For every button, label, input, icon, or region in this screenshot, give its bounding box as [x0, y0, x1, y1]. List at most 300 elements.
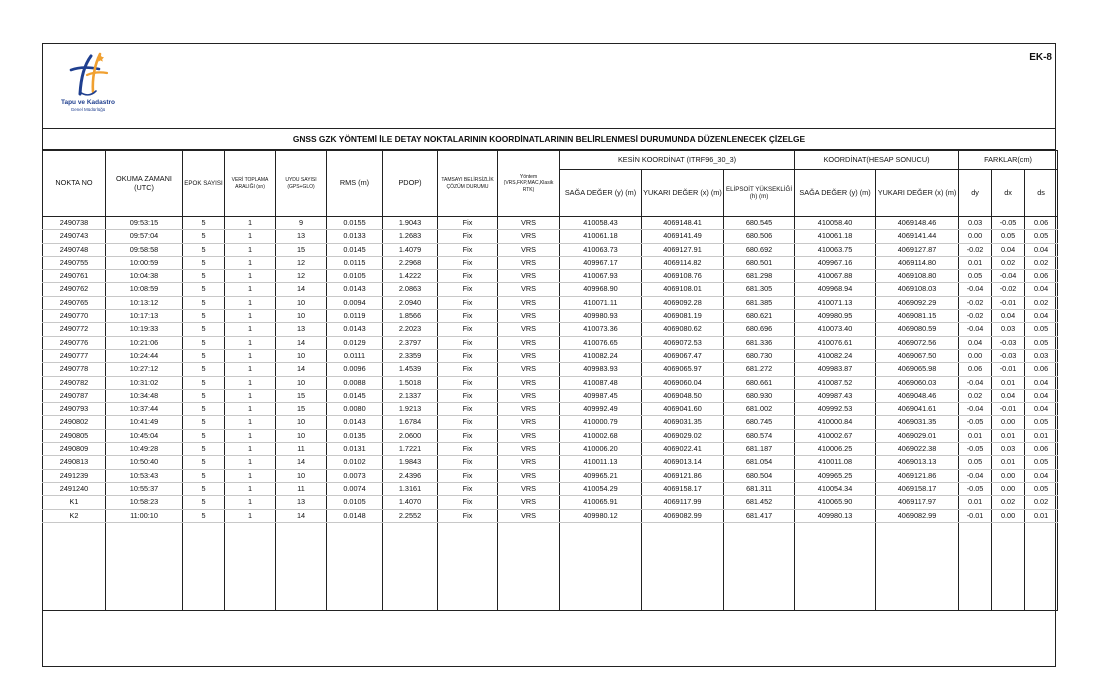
table-cell: 410063.73 [560, 243, 642, 256]
table-cell: 4069065.98 [876, 363, 959, 376]
table-cell: 4069121.86 [876, 469, 959, 482]
table-row [43, 416, 1058, 429]
table-cell: Fix [438, 469, 498, 482]
table-cell: 10:55:37 [106, 482, 183, 495]
table-cell: 5 [183, 403, 225, 416]
table-cell: K1 [43, 496, 106, 509]
table-cell: 0.0135 [327, 429, 383, 442]
table-cell: -0.04 [959, 403, 992, 416]
table-cell: 0.0074 [327, 482, 383, 495]
table-cell: 5 [183, 416, 225, 429]
table-cell: 0.06 [1025, 363, 1058, 376]
table-cell: -0.02 [992, 283, 1025, 296]
table-cell: 4069022.41 [642, 443, 724, 456]
table-cell: 2490776 [43, 336, 106, 349]
table-cell: 5 [183, 389, 225, 402]
table-cell: 410058.40 [795, 217, 876, 230]
table-cell: 13 [276, 230, 327, 243]
table-cell: 4069029.02 [642, 429, 724, 442]
table-cell: 0.0080 [327, 403, 383, 416]
table-cell: 409980.12 [560, 509, 642, 522]
table-cell: 2490809 [43, 443, 106, 456]
table-cell: 410087.48 [560, 376, 642, 389]
table-cell: 4069141.44 [876, 230, 959, 243]
table-cell: 0.05 [1025, 230, 1058, 243]
table-cell: 0.0145 [327, 243, 383, 256]
table-cell: 681.002 [724, 403, 795, 416]
table-row [43, 429, 1058, 442]
table-cell: Fix [438, 389, 498, 402]
logo-name: Tapu ve Kadastro [60, 99, 116, 106]
table-row [43, 509, 1058, 522]
table-cell: 410011.08 [795, 456, 876, 469]
table-row [43, 363, 1058, 376]
table-cell: 5 [183, 363, 225, 376]
table-cell: 1 [225, 509, 276, 522]
table-cell: -0.01 [992, 403, 1025, 416]
table-cell: 409980.95 [795, 310, 876, 323]
table-cell: 410067.93 [560, 270, 642, 283]
table-cell: 0.04 [992, 389, 1025, 402]
table-cell: 0.0105 [327, 270, 383, 283]
table-cell: 1.6784 [383, 416, 438, 429]
table-cell: 0.06 [1025, 217, 1058, 230]
table-cell: 4069013.13 [876, 456, 959, 469]
table-cell: 4069041.61 [876, 403, 959, 416]
table-cell: 5 [183, 296, 225, 309]
table-cell: 409965.21 [560, 469, 642, 482]
table-cell: 2490782 [43, 376, 106, 389]
table-cell: 409983.87 [795, 363, 876, 376]
table-cell: VRS [498, 403, 560, 416]
header-tamsayi: TAMSAYI BELİRSİZLİK ÇÖZÜM DURUMU [438, 151, 498, 217]
table-row [43, 349, 1058, 362]
table-cell: 4069117.97 [876, 496, 959, 509]
table-cell: Fix [438, 217, 498, 230]
table-cell: 4069158.17 [876, 482, 959, 495]
table-cell: 4069081.19 [642, 310, 724, 323]
table-cell: Fix [438, 456, 498, 469]
table-cell: 4069031.35 [642, 416, 724, 429]
table-cell: 4069065.97 [642, 363, 724, 376]
table-row [43, 230, 1058, 243]
table-row [43, 389, 1058, 402]
annex-label: EK-8 [1029, 52, 1052, 63]
table-cell: Fix [438, 256, 498, 269]
table-cell: Fix [438, 376, 498, 389]
table-cell: 2490777 [43, 349, 106, 362]
table-cell: 0.04 [1025, 283, 1058, 296]
table-cell: 0.01 [1025, 429, 1058, 442]
table-cell: -0.04 [959, 469, 992, 482]
table-cell: 4069082.99 [876, 509, 959, 522]
table-cell: Fix [438, 336, 498, 349]
table-cell: Fix [438, 363, 498, 376]
table-cell: 410002.68 [560, 429, 642, 442]
table-cell: VRS [498, 363, 560, 376]
table-cell: 680.696 [724, 323, 795, 336]
table-cell: 0.0143 [327, 283, 383, 296]
table-row [43, 496, 1058, 509]
table-cell: 681.305 [724, 283, 795, 296]
table-cell: 0.0131 [327, 443, 383, 456]
table-cell: 410006.20 [560, 443, 642, 456]
table-cell: 09:53:15 [106, 217, 183, 230]
table-cell: 0.02 [959, 389, 992, 402]
table-cell: 1 [225, 403, 276, 416]
table-cell: 12 [276, 270, 327, 283]
header-hesap-saga: SAĞA DEĞER (y) (m) [795, 170, 876, 217]
table-cell: 0.04 [1025, 389, 1058, 402]
table-cell: 0.02 [1025, 296, 1058, 309]
form-title: GNSS GZK YÖNTEMİ İLE DETAY NOKTALARININ KOORDİNATLARININ BELİRLENMESİ DURUMUNDA DÜZENLENECEK ÇİZELGE [43, 129, 1055, 150]
table-cell: 4069114.82 [642, 256, 724, 269]
table-cell: Fix [438, 416, 498, 429]
table-cell: Fix [438, 270, 498, 283]
table-cell: 1 [225, 296, 276, 309]
table-cell: Fix [438, 509, 498, 522]
table-cell: 0.0145 [327, 389, 383, 402]
table-cell: 11:00:10 [106, 509, 183, 522]
tkgm-logo [53, 52, 123, 116]
table-cell: 4069148.46 [876, 217, 959, 230]
table-cell: 2490787 [43, 389, 106, 402]
table-cell: 0.03 [992, 443, 1025, 456]
table-cell: 0.04 [1025, 469, 1058, 482]
table-cell: 0.02 [1025, 496, 1058, 509]
header-epok-sayisi: EPOK SAYISI [183, 151, 225, 217]
table-cell: 680.574 [724, 429, 795, 442]
table-cell: 0.0148 [327, 509, 383, 522]
table-cell: 0.01 [959, 429, 992, 442]
table-cell: 1 [225, 270, 276, 283]
table-cell: 409987.43 [795, 389, 876, 402]
table-cell: 0.0119 [327, 310, 383, 323]
table-cell: 4069108.80 [876, 270, 959, 283]
table-cell: 409965.25 [795, 469, 876, 482]
table-cell: 2490761 [43, 270, 106, 283]
table-cell: VRS [498, 509, 560, 522]
table-cell: 10:27:12 [106, 363, 183, 376]
table-cell: VRS [498, 469, 560, 482]
table-cell: 4069072.56 [876, 336, 959, 349]
table-cell: 2.0863 [383, 283, 438, 296]
table-cell: 5 [183, 496, 225, 509]
header-koordinat-hesap: KOORDİNAT(HESAP SONUCU) [795, 151, 959, 170]
table-cell: 10:04:38 [106, 270, 183, 283]
table-row [43, 256, 1058, 269]
form-header [43, 44, 1055, 129]
table-cell: 14 [276, 363, 327, 376]
table-cell: 1 [225, 482, 276, 495]
table-cell: 10:49:28 [106, 443, 183, 456]
table-cell: 680.745 [724, 416, 795, 429]
table-cell: Fix [438, 310, 498, 323]
table-cell: 10:45:04 [106, 429, 183, 442]
table-cell: VRS [498, 323, 560, 336]
table-cell: 5 [183, 509, 225, 522]
table-cell: 10:24:44 [106, 349, 183, 362]
table-cell: 0.05 [959, 270, 992, 283]
table-cell: 10 [276, 469, 327, 482]
table-cell: 0.02 [992, 256, 1025, 269]
table-cell: 681.272 [724, 363, 795, 376]
table-cell: 2.0940 [383, 296, 438, 309]
table-cell: 4069072.53 [642, 336, 724, 349]
header-kesin-koordinat: KESİN KOORDİNAT (ITRF96_30_3) [560, 151, 795, 170]
table-cell: 4069092.28 [642, 296, 724, 309]
table-cell: 4069108.76 [642, 270, 724, 283]
table-cell: -0.01 [992, 296, 1025, 309]
table-cell: 409983.93 [560, 363, 642, 376]
table-cell: 5 [183, 310, 225, 323]
table-cell: 4069060.04 [642, 376, 724, 389]
table-cell: 681.385 [724, 296, 795, 309]
table-cell: VRS [498, 443, 560, 456]
table-cell: 1 [225, 336, 276, 349]
table-cell: 0.04 [1025, 403, 1058, 416]
table-cell: 4069082.99 [642, 509, 724, 522]
table-row [43, 469, 1058, 482]
table-cell: VRS [498, 310, 560, 323]
table-cell: -0.04 [959, 283, 992, 296]
table-cell: 0.0115 [327, 256, 383, 269]
table-cell: 4069114.80 [876, 256, 959, 269]
table-cell: 10:37:44 [106, 403, 183, 416]
table-cell: 11 [276, 482, 327, 495]
table-cell: 5 [183, 482, 225, 495]
table-cell: 409980.93 [560, 310, 642, 323]
table-cell: 0.01 [959, 256, 992, 269]
table-cell: 1.3161 [383, 482, 438, 495]
table-cell: 681.311 [724, 482, 795, 495]
table-cell: 4069108.03 [876, 283, 959, 296]
table-cell: 10 [276, 310, 327, 323]
table-cell: 2490778 [43, 363, 106, 376]
table-cell: 5 [183, 323, 225, 336]
table-cell: 0.04 [1025, 376, 1058, 389]
table-cell: 410073.40 [795, 323, 876, 336]
table-cell: 0.0133 [327, 230, 383, 243]
table-cell: 0.05 [1025, 456, 1058, 469]
table-cell: 10:41:49 [106, 416, 183, 429]
table-cell: 4069013.14 [642, 456, 724, 469]
table-cell: Fix [438, 349, 498, 362]
table-row [43, 456, 1058, 469]
table-cell: 410061.18 [795, 230, 876, 243]
table-cell: 2490748 [43, 243, 106, 256]
table-cell: 0.04 [1025, 310, 1058, 323]
table-cell: -0.03 [992, 349, 1025, 362]
header-nokta-no: NOKTA NO [43, 151, 106, 217]
table-cell: 410061.18 [560, 230, 642, 243]
table-cell: 14 [276, 456, 327, 469]
table-cell: 0.0111 [327, 349, 383, 362]
table-cell: 410006.25 [795, 443, 876, 456]
table-cell: 681.187 [724, 443, 795, 456]
table-cell: 0.02 [1025, 256, 1058, 269]
table-cell: 2490793 [43, 403, 106, 416]
table-cell: 409992.49 [560, 403, 642, 416]
table-cell: 10:31:02 [106, 376, 183, 389]
table-cell: 10:34:48 [106, 389, 183, 402]
table-cell: VRS [498, 376, 560, 389]
table-cell: 409967.16 [795, 256, 876, 269]
table-cell: 0.0155 [327, 217, 383, 230]
table-cell: Fix [438, 243, 498, 256]
table-cell: 0.01 [959, 496, 992, 509]
table-cell: 0.04 [992, 243, 1025, 256]
table-cell: 0.0073 [327, 469, 383, 482]
table-body [43, 217, 1058, 611]
table-cell: -0.05 [959, 443, 992, 456]
table-cell: 0.0143 [327, 323, 383, 336]
table-cell: 680.504 [724, 469, 795, 482]
table-cell: 0.04 [959, 336, 992, 349]
table-cell: 0.00 [992, 509, 1025, 522]
table-cell: 409980.13 [795, 509, 876, 522]
table-cell: 4069117.99 [642, 496, 724, 509]
table-cell: 2490743 [43, 230, 106, 243]
table-cell: 4069048.46 [876, 389, 959, 402]
table-row [43, 336, 1058, 349]
table-cell: 2490738 [43, 217, 106, 230]
table-cell: 0.00 [992, 482, 1025, 495]
table-cell: 5 [183, 443, 225, 456]
table-cell: 0.05 [1025, 336, 1058, 349]
table-cell: Fix [438, 443, 498, 456]
table-cell: 0.06 [959, 363, 992, 376]
table-cell: 410065.91 [560, 496, 642, 509]
table-cell: -0.05 [959, 416, 992, 429]
table-cell: 1.4070 [383, 496, 438, 509]
table-cell: 1.2683 [383, 230, 438, 243]
table-cell: 410011.13 [560, 456, 642, 469]
table-cell: 5 [183, 429, 225, 442]
table-cell: 0.01 [992, 456, 1025, 469]
header-kesin-elipsoit: ELİPSOİT YÜKSEKLİĞİ (h) (m) [724, 170, 795, 217]
table-cell: 680.501 [724, 256, 795, 269]
table-cell: Fix [438, 482, 498, 495]
table-cell: 1 [225, 230, 276, 243]
table-cell: 2491239 [43, 469, 106, 482]
table-cell: -0.01 [992, 363, 1025, 376]
table-row [43, 310, 1058, 323]
header-rms: RMS (m) [327, 151, 383, 217]
table-cell: 0.00 [992, 416, 1025, 429]
table-cell: 10:19:33 [106, 323, 183, 336]
table-cell: 680.930 [724, 389, 795, 402]
table-cell: 1.9213 [383, 403, 438, 416]
table-cell: VRS [498, 256, 560, 269]
table-cell: 1 [225, 443, 276, 456]
table-row [43, 376, 1058, 389]
header-ds: ds [1025, 170, 1058, 217]
table-cell: 10:17:13 [106, 310, 183, 323]
table-cell: 09:57:04 [106, 230, 183, 243]
table-cell: VRS [498, 217, 560, 230]
table-cell: 2.2552 [383, 509, 438, 522]
table-cell: 410082.24 [560, 349, 642, 362]
table-cell: 1 [225, 376, 276, 389]
table-cell: 4069022.38 [876, 443, 959, 456]
table-cell: 12 [276, 256, 327, 269]
blank-row [43, 522, 1058, 610]
table-cell: VRS [498, 283, 560, 296]
table-cell: 5 [183, 256, 225, 269]
table-cell: 410071.11 [560, 296, 642, 309]
table-cell: Fix [438, 296, 498, 309]
table-cell: 4069121.86 [642, 469, 724, 482]
table-cell: 2.3359 [383, 349, 438, 362]
header-dx: dx [992, 170, 1025, 217]
table-cell: -0.04 [959, 323, 992, 336]
table-cell: 2491240 [43, 482, 106, 495]
table-cell: 0.04 [1025, 243, 1058, 256]
table-row [43, 323, 1058, 336]
table-cell: 4069031.35 [876, 416, 959, 429]
table-cell: 1.7221 [383, 443, 438, 456]
table-cell: 681.054 [724, 456, 795, 469]
table-cell: VRS [498, 456, 560, 469]
table-cell: -0.01 [959, 509, 992, 522]
table-cell: 4069080.59 [876, 323, 959, 336]
table-cell: 14 [276, 283, 327, 296]
table-cell: 1 [225, 217, 276, 230]
table-cell: 10:50:40 [106, 456, 183, 469]
table-cell: 0.0129 [327, 336, 383, 349]
table-cell: 1.8566 [383, 310, 438, 323]
table-cell: -0.05 [959, 482, 992, 495]
table-cell: 1.5018 [383, 376, 438, 389]
table-row [43, 403, 1058, 416]
table-cell: 4069060.03 [876, 376, 959, 389]
table-cell: 4069148.41 [642, 217, 724, 230]
table-cell: 5 [183, 456, 225, 469]
table-cell: 0.01 [992, 376, 1025, 389]
table-cell: 4069048.50 [642, 389, 724, 402]
table-cell: 410058.43 [560, 217, 642, 230]
table-cell: -0.02 [959, 296, 992, 309]
table-cell: 5 [183, 283, 225, 296]
table-cell: 10:21:06 [106, 336, 183, 349]
table-cell: Fix [438, 403, 498, 416]
table-cell: 1 [225, 469, 276, 482]
table-cell: 15 [276, 403, 327, 416]
table-cell: 0.0094 [327, 296, 383, 309]
table-cell: 4069029.01 [876, 429, 959, 442]
table-cell: 4069081.15 [876, 310, 959, 323]
table-cell: 5 [183, 349, 225, 362]
table-row [43, 217, 1058, 230]
table-cell: 0.0105 [327, 496, 383, 509]
table-cell: 680.621 [724, 310, 795, 323]
table-cell: 409987.45 [560, 389, 642, 402]
table-cell: 410067.88 [795, 270, 876, 283]
tkgm-emblem-icon [65, 52, 111, 98]
table-cell: 2.4396 [383, 469, 438, 482]
table-cell: 0.05 [992, 230, 1025, 243]
table-cell: 0.0143 [327, 416, 383, 429]
table-cell: 2490762 [43, 283, 106, 296]
table-cell: 2490802 [43, 416, 106, 429]
table-cell: 410063.75 [795, 243, 876, 256]
table-cell: 410000.84 [795, 416, 876, 429]
table-cell: VRS [498, 336, 560, 349]
table-cell: 1 [225, 429, 276, 442]
table-cell: 0.01 [1025, 509, 1058, 522]
table-cell: 0.03 [992, 323, 1025, 336]
